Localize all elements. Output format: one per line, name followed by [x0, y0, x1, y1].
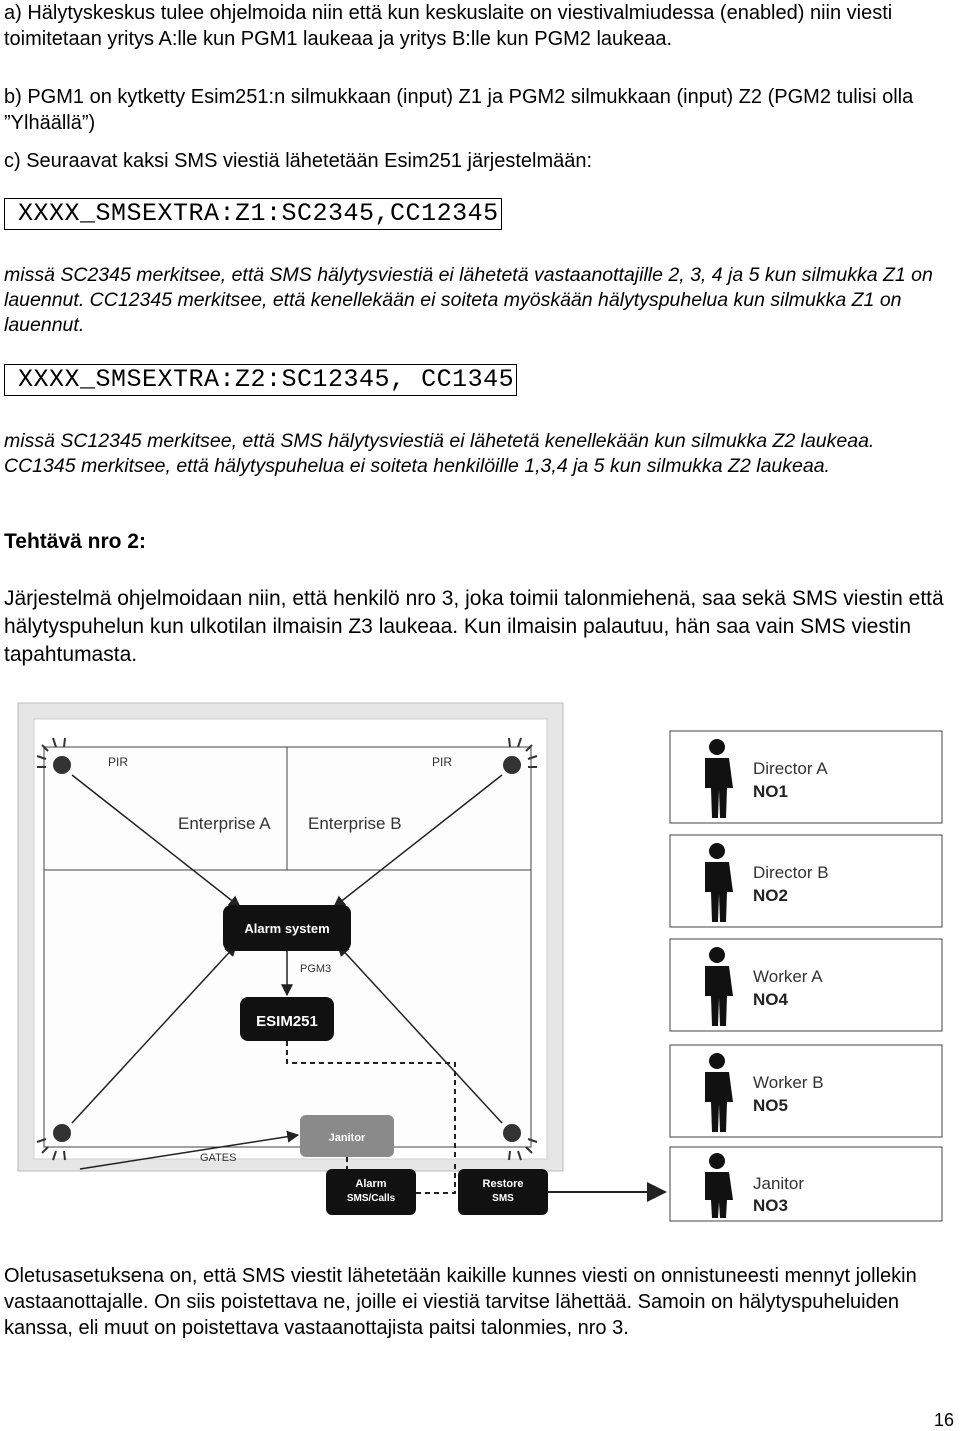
- person-number: NO4: [753, 990, 788, 1009]
- person-number: NO1: [753, 782, 788, 801]
- sms-code-2: XXXX_SMSEXTRA:Z2:SC12345, CC1345: [4, 364, 517, 396]
- person-card-worker-b: [670, 1045, 942, 1137]
- person-number: NO3: [753, 1196, 788, 1215]
- restore-line1: Restore: [482, 1178, 524, 1190]
- person-card-janitor: [670, 1147, 942, 1221]
- pgm3-label: PGM3: [300, 963, 332, 975]
- paragraph-a: a) Hälytyskeskus tulee ohjelmoida niin että kun keskuslaite on viestivalmiudessa (enabled) niin viesti toimitetaan yritys A:lle kun PGM1 laukeaa ja yritys B:lle kun PGM2 laukeaa.: [4, 2, 893, 50]
- person-number: NO5: [753, 1096, 788, 1115]
- person-number: NO2: [753, 886, 788, 905]
- pir-label-right: PIR: [432, 755, 453, 769]
- paragraph-c: c) Seuraavat kaksi SMS viestiä lähetetään Esim251 järjestelmään:: [4, 150, 593, 172]
- system-diagram: [0, 695, 960, 1225]
- sms-code-1: XXXX_SMSEXTRA:Z1:SC2345,CC12345: [4, 198, 502, 230]
- person-title: Worker B: [753, 1073, 824, 1092]
- task-description: Järjestelmä ohjelmoidaan niin, että henkilö nro 3, joka toimii talonmiehenä, saa sekä SMS viestin että hälytyspuhelun kun ulkotilan ilmaisin Z3 laukeaa. Kun ilmaisin palautuu, hän saa vain SMS viestin tapahtumasta.: [4, 587, 944, 666]
- restore-line2: SMS: [492, 1193, 514, 1204]
- person-card-worker-a: [670, 939, 942, 1031]
- esim251-label: ESIM251: [256, 1013, 318, 1030]
- paragraph-b: b) PGM1 on kytketty Esim251:n silmukkaan (input) Z1 ja PGM2 silmukkaan (input) Z2 (PGM2 tulisi olla ”Ylhäällä”): [4, 86, 914, 134]
- task-heading: Tehtävä nro 2:: [4, 530, 146, 553]
- restore-sms-box: [458, 1169, 548, 1215]
- alarm-system-label: Alarm system: [244, 921, 330, 936]
- person-title: Director A: [753, 759, 828, 778]
- person-title: Worker A: [753, 967, 823, 986]
- person-card-director-a: [670, 731, 942, 823]
- person-title: Director B: [753, 863, 829, 882]
- person-card-director-b: [670, 835, 942, 927]
- person-title: Janitor: [753, 1174, 805, 1193]
- page-number: 16: [933, 1410, 954, 1430]
- alarm-sms-calls-box: [326, 1169, 416, 1215]
- enterprise-b-label: Enterprise B: [308, 814, 402, 833]
- gates-label: GATES: [200, 1152, 237, 1164]
- enterprise-a-label: Enterprise A: [178, 814, 271, 833]
- note-1: missä SC2345 merkitsee, että SMS hälytysviestiä ei lähetetä vastaanottajille 2, 3, 4 ja 5 kun silmukka Z1 on lauennut. CC12345 merkitsee, että kenellekään ei soiteta myöskään hälytyspuhelua kun silmukka Z1 on lauennut.: [4, 264, 933, 336]
- alarm-line1: Alarm: [355, 1178, 387, 1190]
- note-2: missä SC12345 merkitsee, että SMS hälytysviestiä ei lähetetä kenellekään kun silmukka Z2 laukeaa. CC1345 merkitsee, että hälytyspuhelua ei soiteta henkilöille 1,3,4 ja 5 kun silmukka Z2 laukeaa.: [4, 430, 875, 477]
- footer-paragraph: Oletusasetuksena on, että SMS viestit lähetetään kaikille kunnes viesti on onnistuneesti mennyt jollekin vastaanottajalle. On siis poistettava ne, joille ei viestiä tarvitse lähettää. Samoin on hälytyspuheluiden kanssa, eli muut on poistettava vastaanottajista paitsi talonmies, nro 3.: [4, 1265, 917, 1339]
- pir-label-left: PIR: [108, 755, 129, 769]
- janitor-box-label: Janitor: [328, 1132, 366, 1144]
- alarm-line2: SMS/Calls: [346, 1193, 396, 1204]
